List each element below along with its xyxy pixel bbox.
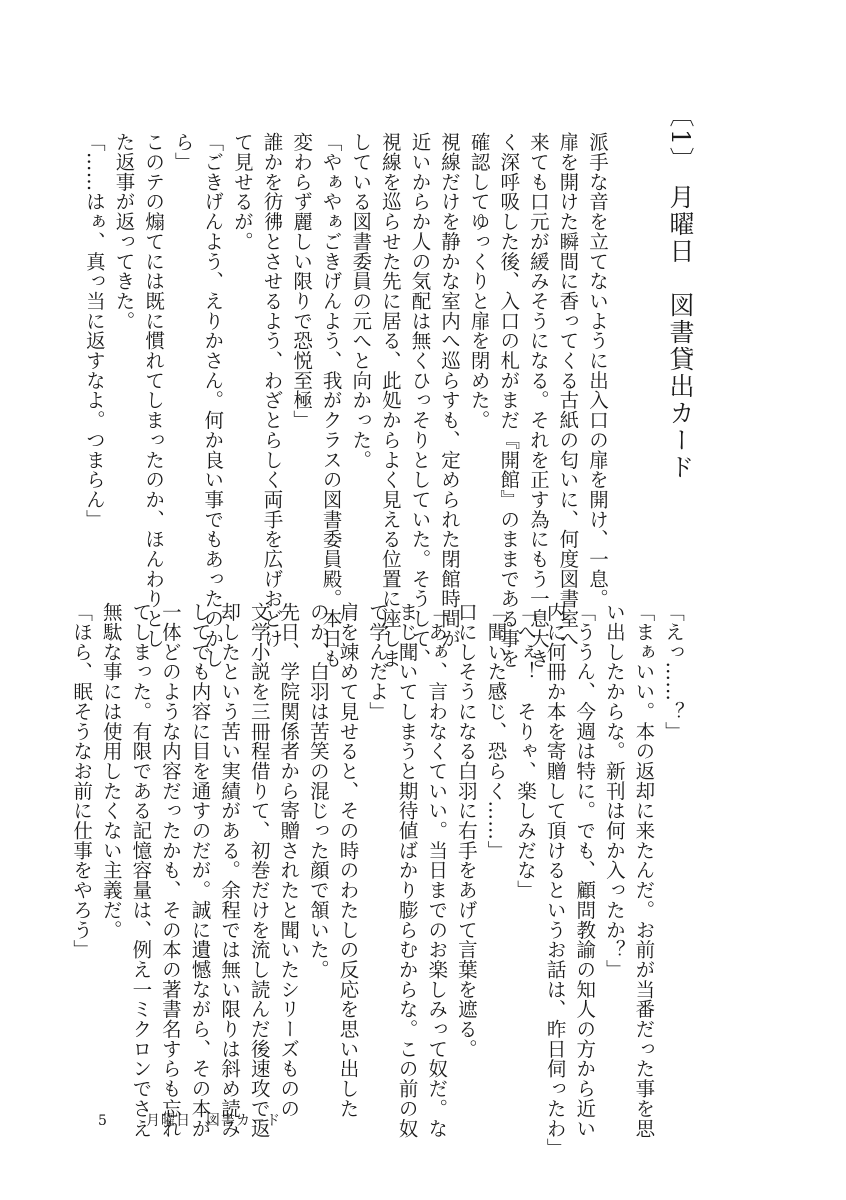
text-line: まじ聞いてしまうと期待値ばかり膨らむからな。この前の奴 (395, 602, 419, 1138)
text-line: で学んだよ」 (366, 602, 390, 722)
text-line: 「えっ……？」 (662, 602, 685, 741)
text-line: 無駄な事には使用したくない主義だ。 (99, 602, 123, 940)
text-line: 「ううん、今週は特に。でも、顧問教諭の知人の方から近い (573, 602, 597, 1138)
text-line: ら」 (171, 132, 195, 172)
text-line: 視線を巡らせた先に居る、此処からよく見える位置に座しま (378, 132, 402, 668)
text-line: 「へぇ！ そりゃ、楽しみだな」 (514, 602, 538, 900)
text-line: て見せるが。 (230, 132, 254, 252)
page-footer (98, 1110, 281, 1130)
text-line: た返事が返ってきた。 (112, 132, 136, 331)
text-line: 「あぁ、言わなくていい。当日までのお楽しみって奴だ。な (425, 602, 449, 1138)
text-line: 「ごきげんよう、えりかさん。何か良い事でもあったのかし (201, 132, 225, 668)
text-line: 却したという苦い実績がある。余程では無い限りは斜め読み (218, 602, 242, 1138)
text-line: してでも内容に目を通すのだが。誠に遺憾ながら、その本が (188, 602, 212, 1138)
chapter-title: 〔1〕 月曜日 図書貸出カード (666, 102, 695, 481)
text-line: 一体どのような内容だったかも、その本の著書名すらも忘れ (158, 602, 182, 1138)
text-line: 肩を竦めて見せると、その時のわたしの反応を思い出した (336, 602, 360, 1119)
text-line: 誰かを彷彿とさせるよう、わざとらしく両手を広げおどけ (260, 132, 284, 649)
text-line: 内に何冊か本を寄贈して頂けるというお話は、昨日伺ったわ」 (543, 602, 567, 1158)
text-line: のか、白羽は苦笑の混じった顔で頷いた。 (306, 602, 330, 980)
text-line: している図書委員の元へと向かった。 (349, 132, 373, 470)
text-line: 来ても口元が緩みそうになる。それを正す為にもう一息大き (526, 132, 550, 668)
text-line: 視線だけを静かな室内へ巡らすも、定められた閉館時間が (438, 132, 462, 649)
text-line: 「……はぁ、真っ当に返すなよ。つまらん」 (82, 132, 106, 529)
text-line: てしまった。有限である記憶容量は、例え一ミクロンでさえ (129, 602, 153, 1138)
text-line: 文学小説を三冊程借りて、初巻だけを流し読んだ後速攻で返 (247, 602, 271, 1138)
text-line: 変わらず麗しい限りで恐悦至極」 (290, 132, 314, 430)
text-line: 近いからか人の気配は無くひっそりとしていた。そうして、 (408, 132, 432, 668)
text-line: 扉を開けた瞬間に香ってくる古紙の匂いに、何度図書室へ (556, 132, 580, 649)
text-line: 先日、学院関係者から寄贈されたと聞いたシリーズものの (277, 602, 301, 1119)
text-line: 派手な音を立てないように出入口の扉を開け、一息。 (586, 132, 609, 609)
text-line: 「聞いた感じ、恐らく……」 (484, 602, 508, 861)
text-line: このテの煽てには既に慣れてしまったのか、ほんわりとし (142, 132, 166, 649)
text-line: い出したからな。新刊は何か入ったか？」 (602, 602, 626, 980)
text-line: 口にしそうになる白羽に右手をあげて言葉を遮る。 (454, 602, 478, 1059)
text-line: く深呼吸した後、入口の札がまだ『開館』のままである事を (497, 132, 521, 668)
text-line: 「やぁやぁごきげんよう、我がクラスの図書委員殿。本日も (319, 132, 343, 668)
text-line: 確認してゆっくりと扉を閉めた。 (467, 132, 491, 430)
text-line: 「ほら、眠そうなお前に仕事をやろう」 (70, 602, 94, 960)
text-line: 「まぁいい。本の返却に来たんだ。お前が当番だった事を思 (632, 602, 656, 1138)
running-title: 月曜日 図書カード (146, 1113, 281, 1129)
page-number: 5 (98, 1113, 108, 1129)
